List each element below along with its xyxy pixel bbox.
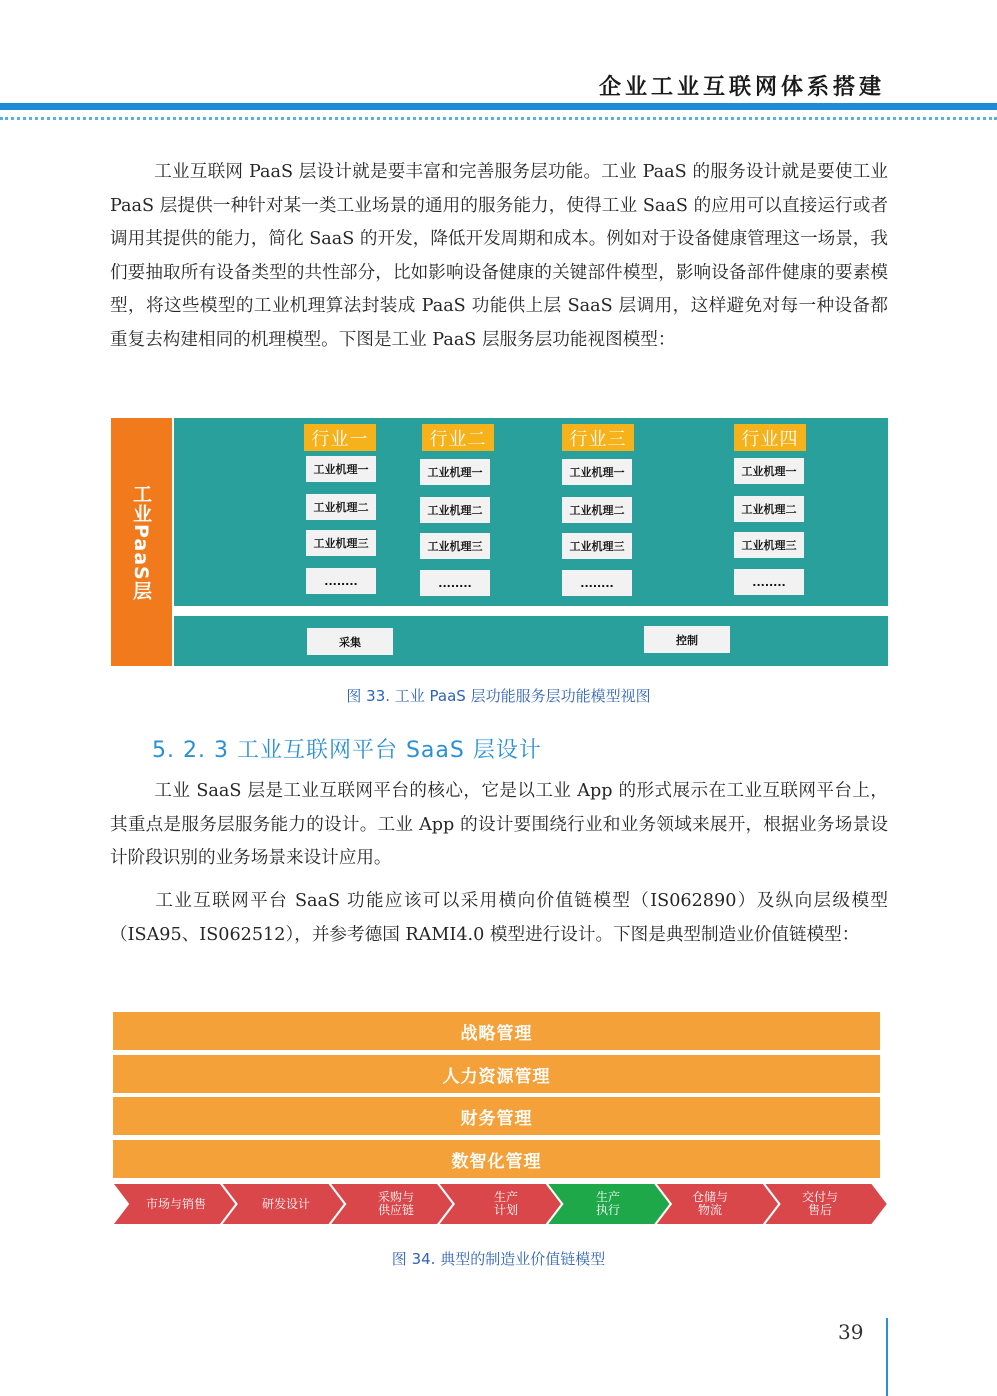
mechanism-box: 工业机理三 <box>562 533 632 559</box>
chain-step-label: 采购与 供应链 <box>377 1190 414 1217</box>
service-control-box: 控制 <box>644 626 730 653</box>
paas-layer-label: 工业PaaS层 <box>130 483 152 601</box>
mechanism-box: 工业机理二 <box>562 497 632 523</box>
mechanism-box: 工业机理一 <box>562 459 632 485</box>
management-layer: 人力资源管理 <box>113 1055 880 1093</box>
mechanism-box: ........ <box>420 570 490 596</box>
industry-header: 行业二 <box>422 424 494 451</box>
mechanism-box: 工业机理一 <box>306 456 376 482</box>
header-rule <box>0 103 997 110</box>
section-heading: 5. 2. 3 工业互联网平台 SaaS 层设计 <box>152 738 542 763</box>
value-chain <box>112 1183 888 1225</box>
industry-header: 行业一 <box>304 424 376 451</box>
chain-step-label: 研发设计 <box>261 1196 310 1211</box>
mechanism-box: ........ <box>734 569 804 595</box>
chain-step-label: 生产 执行 <box>595 1190 620 1217</box>
running-header: 企业工业互联网体系搭建 <box>598 75 885 100</box>
management-layer: 数智化管理 <box>113 1140 880 1178</box>
mechanism-box: 工业机理三 <box>420 533 490 559</box>
paragraph-paas-design: 工业互联网 PaaS 层设计就是要丰富和完善服务层功能。工业 PaaS 的服务设计就是要使工业 PaaS 层提供一种针对某一类工业场景的通用的服务能力，使得工业 SaaS 的应用可以直接运行或者调用其提供的能力，简化 SaaS 的开发，降低开发周期和成本。例如对于设备健康管理这一场景，我们要抽取所有设备类型的共性部分，比如影响设备健康的关键部件模型，影响设备部件健康的要素模型，将这些模型的工业机理算法封装成 PaaS 功能供上层 SaaS 层调用，这样避免对每一种设备都重复去构建相同的机理模型。下图是工业 PaaS 层服务层功能视图模型： <box>110 162 888 350</box>
industry-header: 行业四 <box>734 424 806 451</box>
chain-step-label: 仓储与 物流 <box>691 1190 728 1217</box>
mechanism-box: 工业机理一 <box>420 459 490 485</box>
mechanism-box: 工业机理二 <box>420 497 490 523</box>
paragraph-saas-core: 工业 SaaS 层是工业互联网平台的核心，它是以工业 App 的形式展示在工业互联网平台上，其重点是服务层服务能力的设计。工业 App 的设计要围绕行业和业务领域来展开，根据业务场景设计阶段识别的业务场景来设计应用。 <box>110 781 888 868</box>
mechanism-box: ........ <box>562 570 632 596</box>
chain-step-label: 生产 计划 <box>493 1190 518 1217</box>
paas-base-panel <box>174 616 888 666</box>
mechanism-box: 工业机理三 <box>734 532 804 558</box>
mechanism-box: 工业机理三 <box>306 530 376 556</box>
page-number: 39 <box>838 1320 864 1344</box>
management-layer: 战略管理 <box>113 1012 880 1050</box>
mechanism-box: 工业机理二 <box>306 494 376 520</box>
figure-34-caption: 图 34. 典型的制造业价值链模型 <box>391 1250 606 1268</box>
paragraph-saas-function: 工业互联网平台 SaaS 功能应该可以采用横向价值链模型（IS062890）及纵向层级模型（ISA95、IS062512），并参考德国 RAMI4.0 模型进行设计。下图是典型制造业价值链模型： <box>110 891 888 945</box>
industry-header: 行业三 <box>562 424 634 451</box>
management-layer: 财务管理 <box>113 1097 880 1135</box>
paas-function-diagram <box>111 418 888 666</box>
mechanism-box: 工业机理二 <box>734 496 804 522</box>
chain-step-label: 交付与 售后 <box>801 1190 838 1217</box>
chain-step-label: 市场与销售 <box>145 1196 206 1211</box>
header-dotted-rule <box>0 117 997 120</box>
figure-33-caption: 图 33. 工业 PaaS 层功能服务层功能模型视图 <box>346 687 651 705</box>
page-number-rule <box>886 1318 888 1396</box>
mechanism-box: ........ <box>306 568 376 594</box>
mechanism-box: 工业机理一 <box>734 458 804 484</box>
service-collect-box: 采集 <box>307 628 393 655</box>
